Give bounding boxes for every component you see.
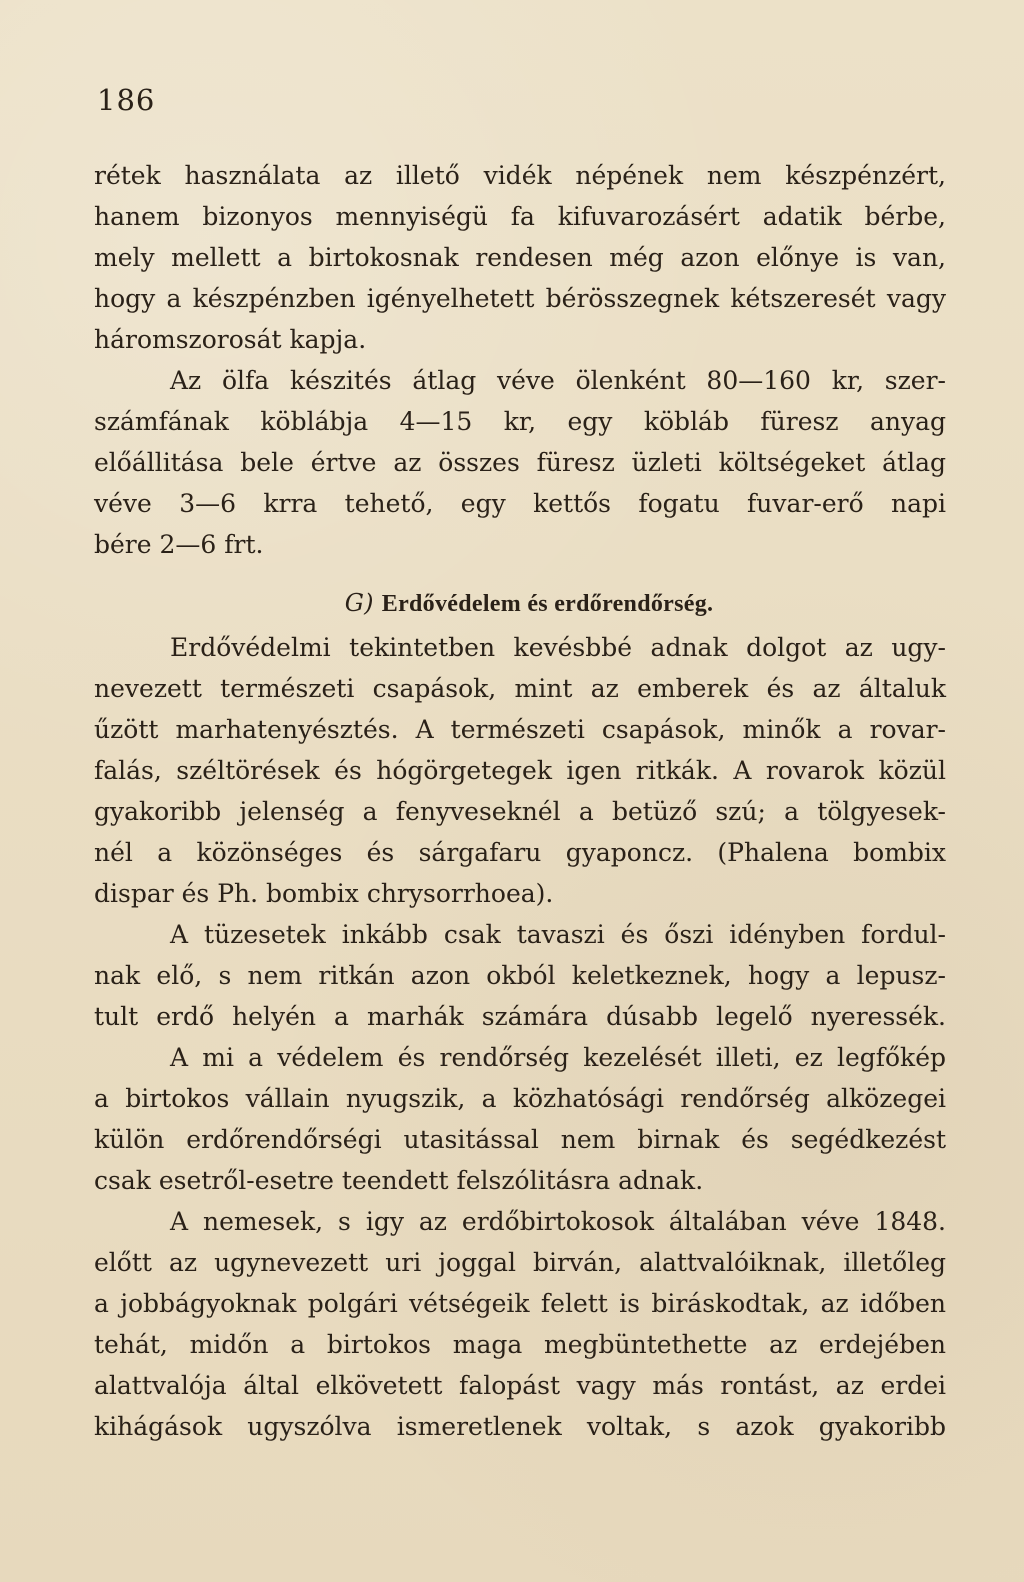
section-letter: G) [344, 589, 374, 617]
paragraph-3 [94, 627, 946, 914]
section-heading [94, 583, 946, 625]
paragraph-6 [94, 1201, 946, 1447]
text-line: csak esetről-esetre teendett felszólitásra adnak. [94, 1166, 704, 1195]
paragraph-5 [94, 1037, 946, 1201]
text-line: tehát, midőn a birtokos maga megbüntethette az erdejében [94, 1330, 946, 1359]
text-line: hogy a készpénzben igényelhetett bérösszegnek kétszeresét vagy [94, 284, 946, 313]
text-line: számfának köblábja 4—15 kr, egy köbláb füresz anyag [94, 407, 946, 436]
text-line: gyakoribb jelenség a fenyveseknél a betüző szú; a tölgyesek- [94, 797, 946, 826]
page-number: 186 [97, 83, 156, 117]
text-line: nak elő, s nem ritkán azon okból keletkeznek, hogy a lepusz- [94, 961, 946, 990]
paragraph-4 [94, 914, 946, 1037]
text-line: hanem bizonyos mennyiségü fa kifuvarozásért adatik bérbe, [94, 202, 946, 231]
text-line: űzött marhatenyésztés. A természeti csapások, minők a rovar- [94, 715, 946, 744]
text-line: előtt az ugynevezett uri joggal birván, alattvalóiknak, illetőleg [94, 1248, 946, 1277]
paragraph-2 [94, 360, 946, 565]
text-line: dispar és Ph. bombix chrysorrhoea). [94, 879, 554, 908]
text-line: rétek használata az illető vidék népének nem készpénzért, [94, 161, 946, 190]
text-line: alattvalója által elkövetett falopást vagy más rontást, az erdei [94, 1371, 946, 1400]
text-line: nevezett természeti csapások, mint az emberek és az általuk [94, 674, 946, 703]
text-line: bére 2—6 frt. [94, 530, 264, 559]
text-line: véve 3—6 krra tehető, egy kettős fogatu fuvar-erő napi [94, 489, 946, 518]
paragraph-1 [94, 155, 946, 360]
text-line: Erdővédelmi tekintetben kevésbbé adnak dolgot az ugy- [170, 633, 946, 662]
text-line: háromszorosát kapja. [94, 325, 367, 354]
section-title: Erdővédelem és erdőrendőrség. [381, 591, 714, 617]
text-line: a birtokos vállain nyugszik, a közhatósági rendőrség alközegei [94, 1084, 946, 1113]
text-line: tult erdő helyén a marhák számára dúsabb legelő nyeressék. [94, 1002, 946, 1031]
page-body [94, 155, 946, 1447]
text-line: a jobbágyoknak polgári vétségeik felett is biráskodtak, az időben [94, 1289, 946, 1318]
text-line: előállitása bele értve az összes füresz üzleti költségeket átlag [94, 448, 946, 477]
text-line: A mi a védelem és rendőrség kezelését illeti, ez legfőkép [170, 1043, 946, 1072]
text-line: A tüzesetek inkább csak tavaszi és őszi idényben fordul- [170, 920, 946, 949]
text-line: külön erdőrendőrségi utasitással nem birnak és segédkezést [94, 1125, 946, 1154]
text-line: falás, széltörések és hógörgetegek igen ritkák. A rovarok közül [94, 756, 946, 785]
text-line: kihágások ugyszólva ismeretlenek voltak, s azok gyakoribb [94, 1412, 946, 1441]
section-heading-line [327, 583, 714, 625]
text-line: mely mellett a birtokosnak rendesen még azon előnye is van, [94, 243, 946, 272]
text-line: A nemesek, s igy az erdőbirtokosok általában véve 1848. [170, 1207, 946, 1236]
text-line: nél a közönséges és sárgafaru gyaponcz. (Phalena bombix [94, 838, 946, 867]
text-line: Az ölfa készités átlag véve ölenként 80—160 kr, szer- [170, 366, 946, 395]
